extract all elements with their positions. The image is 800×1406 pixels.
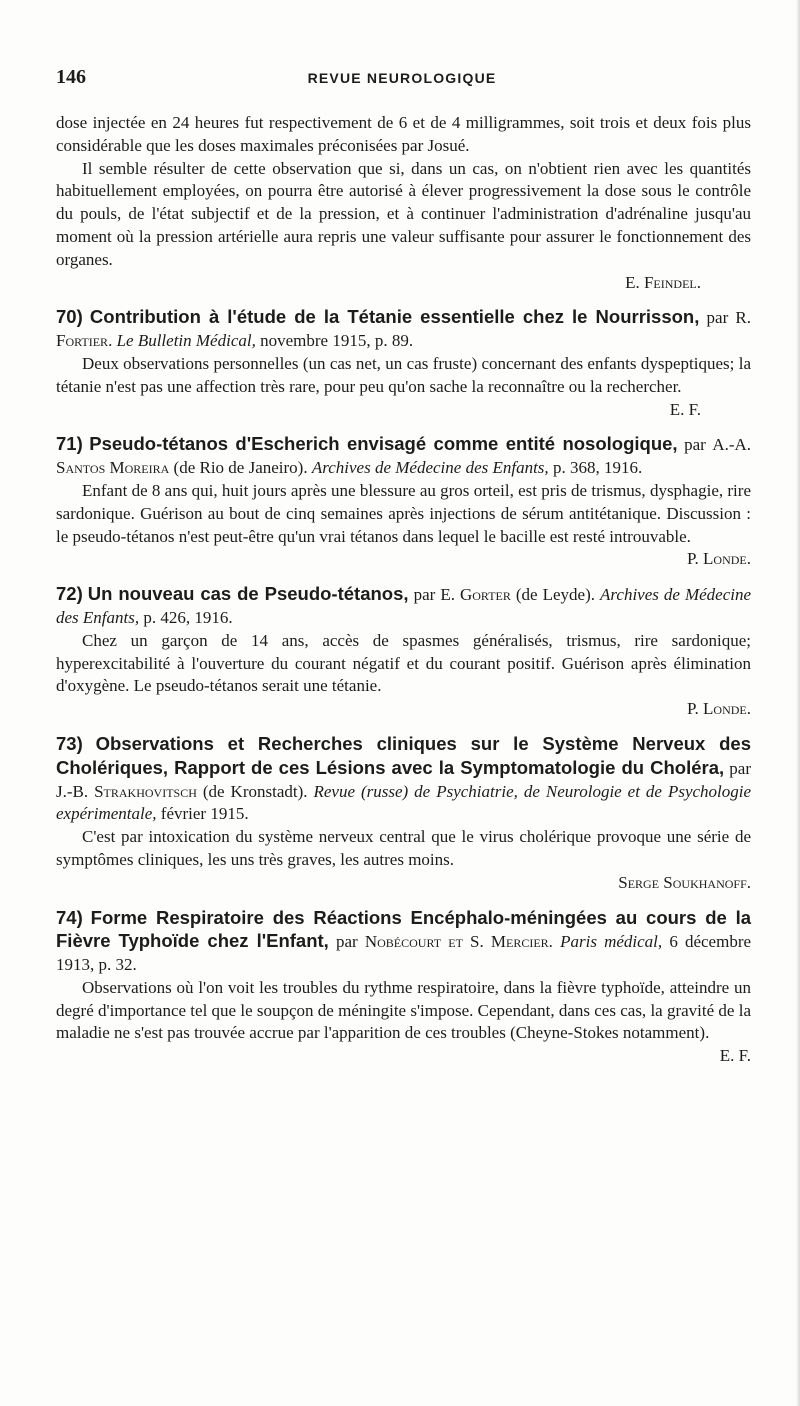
abstract-entry-70 <box>56 306 751 421</box>
entry-by: par <box>684 435 706 455</box>
entry-number: 70) <box>56 306 83 328</box>
entry-journal: Revue (russe) de Psychiatrie, de Neurologie et de Psychologie expérimentale, <box>56 781 752 824</box>
entry-affiliation: (de Rio de Janeiro). <box>173 458 308 478</box>
entry-journal: Archives de Médecine des Enfants, <box>56 585 752 627</box>
entry-signature: P. Londe. <box>686 549 751 569</box>
entry-number: 74) <box>56 906 83 928</box>
entry-by: par <box>413 585 436 605</box>
entry-abstract: Chez un garçon de 14 ans, accès de spasmes généralisés, trismus, rire sardonique; hyperexcitabilité à l'ouverture du courant négatif et du courant positif. Guérison après élimination d'oxygène. Le pseudo-tétanos serait une tétanie. <box>56 630 751 696</box>
entry-journal: Archives de Médecine des Enfants, <box>311 458 549 478</box>
entry-title: Contribution à l'étude de la Tétanie essentielle chez le Nourrisson, <box>89 306 700 328</box>
entry-affiliation: (de Leyde). <box>515 585 596 605</box>
entry-author: Nobécourt et S. Mercier. <box>364 932 553 952</box>
entry-by: par <box>729 758 751 778</box>
entry-heading <box>56 583 751 630</box>
abstract-entry-74 <box>56 907 751 1069</box>
entry-heading <box>56 306 751 353</box>
entry-abstract: C'est par intoxication du système nerveux central que le virus cholérique provoque une série de symptômes cliniques, les uns très graves, les autres moins. <box>56 827 751 869</box>
entry-title: Observations et Recherches cliniques sur le Système Nerveux des Cholériques, Rapport de ces Lésions avec la Symptomatologie du Choléra, <box>56 732 751 778</box>
page-body <box>56 112 751 1068</box>
entry-title: Pseudo-tétanos d'Escherich envisagé comme entité nosologique, <box>89 433 678 455</box>
entry-abstract: Enfant de 8 ans qui, huit jours après une blessure au gros orteil, est pris de trismus, dysphagie, rire sardonique. Guérison au bout de cinq semaines après injections de sérum antitétanique. Discussion : le pseudo-tétanos n'est peut-être qu'un vrai tétanos dans lequel le bacille est resté introuvable. <box>56 480 751 546</box>
page-number: 146 <box>56 66 86 88</box>
entry-signature: E. F. <box>669 399 701 419</box>
running-title: REVUE NEUROLOGIQUE <box>307 70 497 86</box>
entry-author: E. Gorter <box>440 585 511 605</box>
entry-signature: E. F. <box>719 1046 751 1066</box>
entry-abstract: Deux observations personnelles (un cas net, un cas fruste) concernant des enfants dyspeptiques; la tétanie n'est pas une affection très rare, pour peu qu'on sache la reconnaître ou la rechercher. <box>56 353 751 396</box>
entry-author: R. Fortier. <box>56 308 752 351</box>
entry-reference: p. 426, 1916. <box>143 607 233 627</box>
entry-reference: novembre 1915, p. 89. <box>260 331 414 351</box>
continuation-paragraph-2: Il semble résulter de cette observation que si, dans un cas, on n'obtient rien avec les quantités habituellement employées, on pourra être autorisé à élever progressivement la dose sous le contrôle du pouls, de l'état subjectif et de la pression, et à continuer l'administration d'adrénaline jusqu'au moment où la pression artérielle aura repris une valeur suffisante pour assurer le fonctionnement des organes. <box>56 158 751 269</box>
entry-journal: Paris médical, <box>560 932 663 952</box>
continuation-paragraph-1: dose injectée en 24 heures fut respectivement de 6 et de 4 milligrammes, soit trois et deux fois plus considérable que les doses maximales préconisées par Josué. <box>56 113 751 155</box>
entry-number: 73) <box>56 732 83 754</box>
entry-number: 72) <box>56 583 83 605</box>
entry-signature: P. Londe. <box>686 699 751 719</box>
abstract-entry-73 <box>56 733 751 895</box>
entry-signature: Serge Soukhanoff. <box>618 872 751 892</box>
entry-reference: février 1915. <box>160 804 249 824</box>
entry-author: J.-B. Strakhovitsch <box>56 781 197 801</box>
entry-abstract: Observations où l'on voit les troubles du rythme respiratoire, dans la fièvre typhoïde, atteindre un degré d'importance tel que le soupçon de méningite s'impose. Cependant, dans ces cas, la gravité de la maladie ne s'est pas trouvée accrue par l'apparition de ces troubles (Cheyne-Stokes notamment). <box>56 977 751 1043</box>
entry-heading <box>56 907 751 977</box>
entry-affiliation: (de Kronstadt). <box>202 781 308 801</box>
page-header <box>56 66 748 90</box>
entry-title: Forme Respiratoire des Réactions Encéphalo-méningées au cours de la Fièvre Typhoïde chez l'Enfant, <box>56 906 752 952</box>
entry-by: par <box>335 932 358 952</box>
entry-title: Un nouveau cas de Pseudo-tétanos, <box>87 583 409 605</box>
abstract-entry-71 <box>56 433 751 571</box>
abstract-entry-72 <box>56 583 751 721</box>
entry-by: par <box>706 308 729 328</box>
continuation-signature: E. Feindel. <box>625 272 701 292</box>
entry-author: A.-A. Santos Moreira <box>56 435 752 478</box>
entry-reference: 6 décembre 1913, p. 32. <box>56 932 752 975</box>
entry-heading <box>56 733 751 826</box>
entry-journal: Le Bulletin Médical, <box>116 331 256 351</box>
entry-number: 71) <box>56 433 83 455</box>
entry-reference: p. 368, 1916. <box>552 458 643 478</box>
scan-edge-shadow <box>796 0 800 1406</box>
entry-heading <box>56 433 751 480</box>
